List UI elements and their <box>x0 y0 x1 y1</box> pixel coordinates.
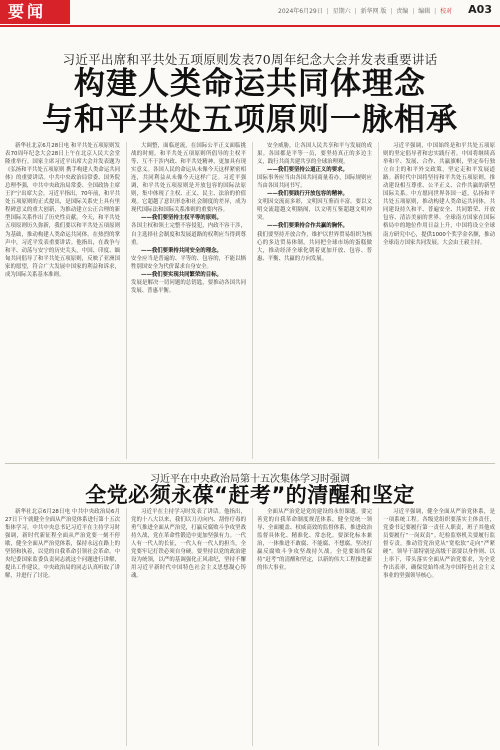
story2-column-4-text: 习近平强调，健全全面从严治党体系，是一项系统工程。各级党组织要落实主体责任，党委书记要履行第一责任人职责，班子其他成员要履行“一岗双责”。纪检监察机关要履行监督专责，推动管党治党从“宽松软”走向“严紧硬”。领导干部特别是高级干部要以身作则、以上率下，带头落实全面从严治党要求，为全党作出表率，确保党始终成为中国特色社会主义事业的坚强领导核心。 <box>383 509 495 580</box>
story1-column-1 <box>5 142 120 459</box>
story2-column-2-text: 习近平在主持学习时发表了讲话。他指出，党的十八大以来，我们以刀刃向内、刮骨疗毒的勇气推进全面从严治党，打赢反腐败斗争攻坚战持久战，党在革命性锻造中更加坚强有力。一代人有一代人的长征，一代人有一代人的担当，全党要牢记打铁必须自身硬。要坚持以党的政治建设为统领，以严的基调强化正风肃纪，坚持不懈用习近平新时代中国特色社会主义思想凝心铸魂。 <box>131 509 246 580</box>
story1-paragraph: 国际事务应当由各国共同商量着办，国际规则应当由各国共同书写。 <box>257 175 372 190</box>
story1-column-4-text: 习近平强调，中国始终是和平共处五项原则的坚定倡导者和忠实践行者。中国将继续高举和平、发展、合作、共赢旗帜，坚定奉行独立自主的和平外交政策，坚定走和平发展道路。新时代中国将坚持和平共处五项原则，推动建设相互尊重、公平正义、合作共赢的新型国际关系。中方愿同世界各国一道，弘扬和平共处五项原则，推动构建人类命运共同体，共同建设持久和平、普遍安全、共同繁荣、开放包容、清洁美丽的世界。全球南方国家在国际格局中的地位作用日益上升，中国将设立全球南方研究中心，提供1000个奖学金名额，推动全球南方国家共同发展。大会由王毅主持。 <box>383 143 495 246</box>
story1-paragraph: 安全应当是普遍的、平等的、包容的，不能以牺牲别国安全为代价谋求自身安全。 <box>131 255 246 270</box>
story1-paragraph: 各国主权和领土完整不容侵犯，内政不容干涉，自主选择社会制度和发展道路的权利应当得到尊重。 <box>131 223 246 246</box>
section-label: 要闻 <box>0 0 70 24</box>
story-separator <box>5 463 495 464</box>
masthead <box>0 0 500 26</box>
story1-column-3-text: 安全威胁，让各国人民共享和平与发展的成果。各国都是平等一员，要坚持真正的多边主义，践行共商共建共享的全球治理观。 <box>257 143 372 166</box>
story2-column-4 <box>383 508 495 746</box>
edition-checker: 校对 <box>440 8 453 15</box>
story1-subhead: ——我们要实现共同繁荣的目标。 <box>141 271 222 278</box>
masthead-rule <box>0 25 500 27</box>
story1-paragraph: 我们要坚持开放合作，维护以世界贸易组织为核心的多边贸易体制，共同把全球市场的蛋糕做大，推动经济全球化朝着更加开放、包容、普惠、平衡、共赢的方向发展。 <box>257 231 372 262</box>
issue-date: 2024年6月29日 <box>278 8 323 15</box>
story1-subhead: ——我们要坚持公道正义的要求。 <box>267 167 348 174</box>
story1-subhead: ——我们要践行开放包容的精神。 <box>267 191 348 198</box>
issue-weekday: 星期六 <box>332 8 351 15</box>
story1-subhead: ——我们要坚持主权平等的原则。 <box>141 215 222 222</box>
story1-paragraph: 发展是解决一切问题的总钥匙，要推动各国共同发展、普惠平衡。 <box>131 279 246 294</box>
story1-column-4 <box>383 142 495 459</box>
edition-meta: 2024年6月29日 | 星期六 | 新华网 版 | 责编 | 编辑 | 校对 <box>278 8 453 15</box>
story2-headline: 全党必须永葆“赶考”的清醒和坚定 <box>85 483 415 507</box>
story1-headline-line1: 构建人类命运共同体理念 <box>74 66 426 102</box>
story2-column-2 <box>131 508 246 746</box>
story1-body <box>5 142 495 459</box>
story2-column-1-text: 新华社北京6月28日电 中共中央政治局6月27日下午就健全全面从严治党体系进行第十五次集体学习。中共中央总书记习近平在主持学习时强调，新时代新征程全面从严治党要一刻不停歇，健全全面从严治党体系，保持永远在路上的坚韧和执着，以党的自我革命引领社会革命。中央纪委国家监委负责同志就这个问题进行讲解，提出工作建议。中央政治局的同志认真听取了讲解，并进行了讨论。 <box>5 509 120 580</box>
story2-body <box>5 508 495 746</box>
story1-column-2 <box>131 142 246 459</box>
page-number: A03 <box>468 3 492 16</box>
story2-column-3-text: 全面从严治党是党的建设的永恒课题。要完善党的自我革命制度规范体系，健全党统一领导、全面覆盖、权威高效的监督体系，推进政治监督具体化、精准化、常态化。要深化标本兼治，一体推进不敢腐、不能腐、不想腐，坚决打赢反腐败斗争攻坚战持久战。全党要始终保持“赶考”的清醒和坚定，以新的伟大工程推进新的伟大事业。 <box>257 509 372 572</box>
story1-subhead: ——我们要秉持共同安全的理念。 <box>141 247 222 254</box>
story1-headline <box>0 66 500 138</box>
story1-subhead: ——我们要秉持合作共赢的胸怀。 <box>267 223 348 230</box>
story1-column-1-text: 新华社北京6月28日电 和平共处五项原则发表70周年纪念大会28日上午在北京人民大会堂隆重举行。国家主席习近平出席大会并发表题为《弘扬和平共处五项原则 携手构建人类命运共同体》的重要讲话。中共中央政治局常委、国务院总理李强，中共中央政治局常委、全国政协主席王沪宁出席大会。习近平指出，70年前，和平共处五项原则的正式提出，是国际关系史上具有里程碑意义的重大创新，为推动建立公正合理的新型国际关系作出了历史性贡献。今天，和平共处五项原则历久弥新，我们要以和平共处五项原则为基础，推动构建人类命运共同体。在热烈的掌声中，习近平发表重要讲话。他指出，在战争与和平、动荡与安宁的历史关头，中国、印度、缅甸共同倡导了和平共处五项原则，反映了亚洲国家的愿望，符合广大发展中国家的利益和诉求，成为国际关系基本准则。 <box>5 143 120 278</box>
story2-column-3 <box>257 508 372 746</box>
story2-column-1 <box>5 508 120 746</box>
story1-paragraph: 文明因交流而多彩，文明因互鉴而丰富。要以文明交流超越文明隔阂，以文明互鉴超越文明冲突。 <box>257 199 372 222</box>
story2-kicker: 习近平在中央政治局第十五次集体学习时强调 <box>150 474 350 485</box>
edition-editor: 编辑 <box>418 8 431 15</box>
story1-kicker: 习近平出席和平共处五项原则发表70周年纪念大会并发表重要讲话 <box>62 52 438 67</box>
story1-column-2-text: 大调整，面临逆流，在国际公平正义面临挑战的时刻，和平共处五项原则所倡导的主权平等、互不干涉内政、和平共处精神，更加具有现实意义。各国人民的命运从未像今天这样紧密相连，共同利益从未像今天这样广泛。习近平强调，和平共处五项原则是开放包容的国际法原则，集中体现了主权、正义、民主、法治的价值观。它超越了意识形态和社会制度的差异，成为现代国际法和国际关系准则的重要内容。 <box>131 143 246 214</box>
story1-headline-line2: 与和平共处五项原则一脉相承 <box>42 102 458 138</box>
story1-column-3 <box>257 142 372 459</box>
paper-name: 新华网 版 <box>360 8 387 15</box>
edition-chief: 责编 <box>396 8 409 15</box>
